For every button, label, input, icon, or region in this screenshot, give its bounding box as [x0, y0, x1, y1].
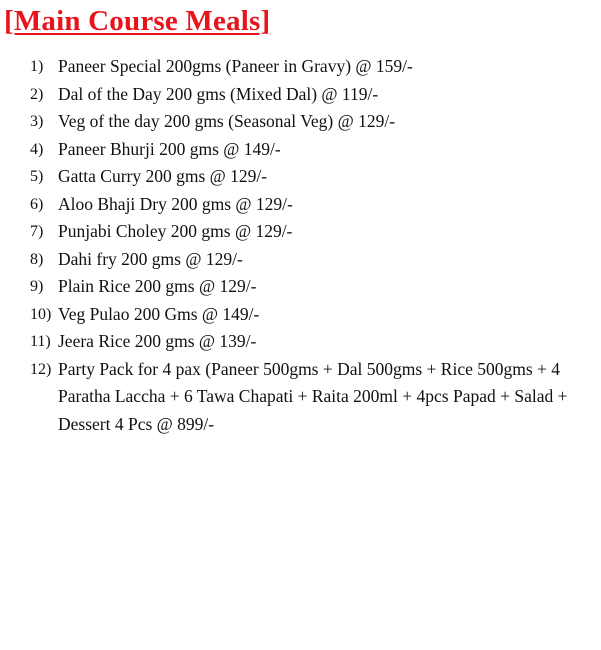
list-item — [30, 328, 590, 356]
list-item — [30, 191, 590, 219]
list-item — [30, 108, 590, 136]
item-number: 6) — [30, 195, 44, 213]
item-text: Paneer Special 200gms (Paneer in Gravy) @ 159/- — [58, 56, 413, 76]
item-number: 11) — [30, 333, 51, 350]
list-item — [30, 273, 590, 301]
list-item — [30, 246, 590, 274]
item-text: Punjabi Choley 200 gms @ 129/- — [58, 221, 293, 241]
list-item — [30, 53, 590, 81]
page-title: [Main Course Meals] — [4, 5, 271, 37]
item-number: 1) — [30, 58, 44, 75]
menu-list — [30, 53, 590, 438]
item-text: Jeera Rice 200 gms @ 139/- — [58, 331, 257, 351]
list-item — [30, 81, 590, 109]
list-item — [30, 356, 590, 439]
item-text: Aloo Bhaji Dry 200 gms @ 129/- — [58, 193, 293, 214]
item-text: Paneer Bhurji 200 gms @ 149/- — [58, 138, 281, 159]
item-number: 2) — [30, 85, 44, 103]
list-item — [30, 136, 590, 164]
item-number: 5) — [30, 168, 44, 185]
list-item — [30, 163, 590, 191]
list-item — [30, 218, 590, 246]
item-text: Dahi fry 200 gms @ 129/- — [58, 248, 243, 269]
item-text: Plain Rice 200 gms @ 129/- — [58, 276, 257, 296]
item-number: 9) — [30, 278, 44, 295]
item-number: 10) — [30, 305, 52, 323]
item-number: 4) — [30, 140, 44, 158]
list-item — [30, 301, 590, 329]
item-text: Party Pack for 4 pax (Paneer 500gms + Dal 500gms + Rice 500gms + 4 Paratha Laccha + 6 Tawa Chapati + Raita 200ml + 4pcs Papad + Salad + Dessert 4 Pcs @ 899/- — [58, 358, 568, 434]
item-text: Veg Pulao 200 Gms @ 149/- — [58, 303, 260, 324]
item-number: 8) — [30, 250, 44, 268]
item-number: 7) — [30, 223, 44, 240]
item-number: 3) — [30, 113, 44, 130]
item-text: Gatta Curry 200 gms @ 129/- — [58, 166, 268, 186]
item-number: 12) — [30, 360, 52, 378]
item-text: Dal of the Day 200 gms (Mixed Dal) @ 119/- — [58, 83, 379, 104]
item-text: Veg of the day 200 gms (Seasonal Veg) @ 129/- — [58, 111, 396, 131]
